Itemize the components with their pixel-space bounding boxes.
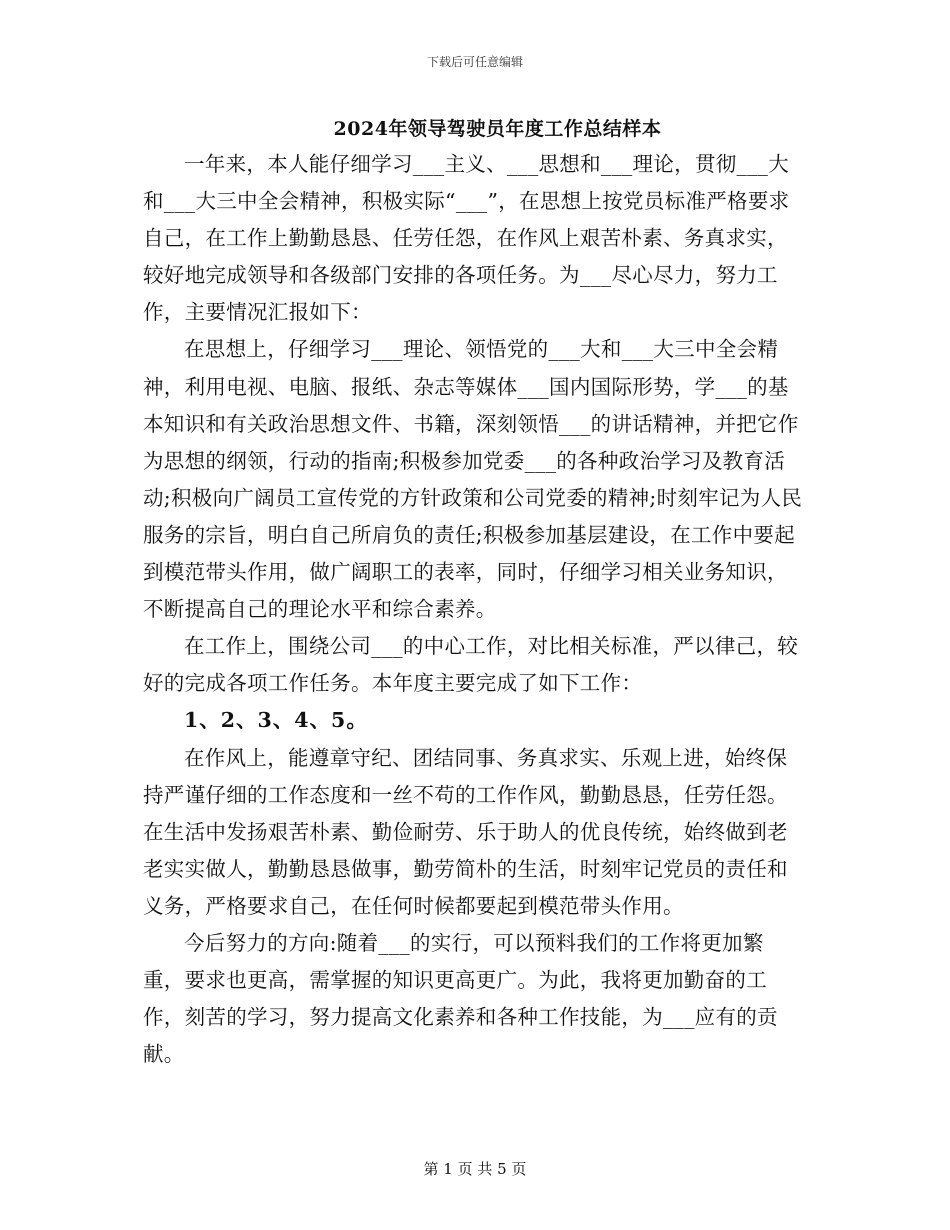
header-note: 下载后可任意编辑 bbox=[426, 55, 523, 69]
document-body bbox=[143, 146, 803, 1073]
paragraph-ideology: 在思想上，仔细学习___理论、领悟党的___大和___大三中全会精神，利用电视、电脑、报纸、杂志等媒体___国内国际形势，学___的基本知识和有关政治思想文件、书籍，深刻领悟___的讲话精神，并把它作为思想的纲领，行动的指南;积极参加党委___的各种政治学习及教育活动;积极向广阔员工宣传党的方针政策和公司党委的精神;时刻牢记为人民服务的宗旨，明白自己所肩负的责任;积极参加基层建设，在工作中要起到模范带头作用，做广阔职工的表率，同时，仔细学习相关业务知识，不断提高自己的理论水平和综合素养。 bbox=[143, 337, 803, 622]
paragraph-work: 在工作上，围绕公司___的中心工作，对比相关标准，严以律己，较好的完成各项工作任务。本年度主要完成了如下工作： bbox=[143, 634, 799, 696]
paragraph-future: 今后努力的方向:随着___的实行，可以预料我们的工作将更加繁重，要求也更高，需掌握的知识更高更广。为此，我将更加勤奋的工作，刻苦的学习，努力提高文化素养和各种工作技能，为___应有的贡献。 bbox=[143, 930, 778, 1067]
paragraph-style: 在作风上，能遵章守纪、团结同事、务真求实、乐观上进，始终保持严谨仔细的工作态度和一丝不苟的工作作风，勤勤恳恳，任劳任怨。在生活中发扬艰苦朴素、勤俭耐劳、乐于助人的优良传统，始终做到老老实实做人，勤勤恳恳做事，勤劳简朴的生活，时刻牢记党员的责任和义务，严格要求自己，在任何时候都要起到模范带头作用。 bbox=[143, 745, 788, 918]
document-title: 2024年领导驾驶员年度工作总结样本 bbox=[333, 118, 662, 140]
page-number-footer: 第 1 页 共 5 页 bbox=[423, 1160, 527, 1178]
paragraph-intro: 一年来，本人能仔细学习___主义、___思想和___理论，贯彻___大和___大三中全会精神，积极实际“___”，在思想上按党员标准严格要求自己，在工作上勤勤恳恳、任劳任怨，在作风上艰苦朴素、务真求实，较好地完成领导和各级部门安排的各项任务。为___尽心尽力，努力工作，主要情况汇报如下： bbox=[143, 152, 790, 325]
paragraph-work-list: 1、2、3、4、5。 bbox=[184, 708, 368, 733]
